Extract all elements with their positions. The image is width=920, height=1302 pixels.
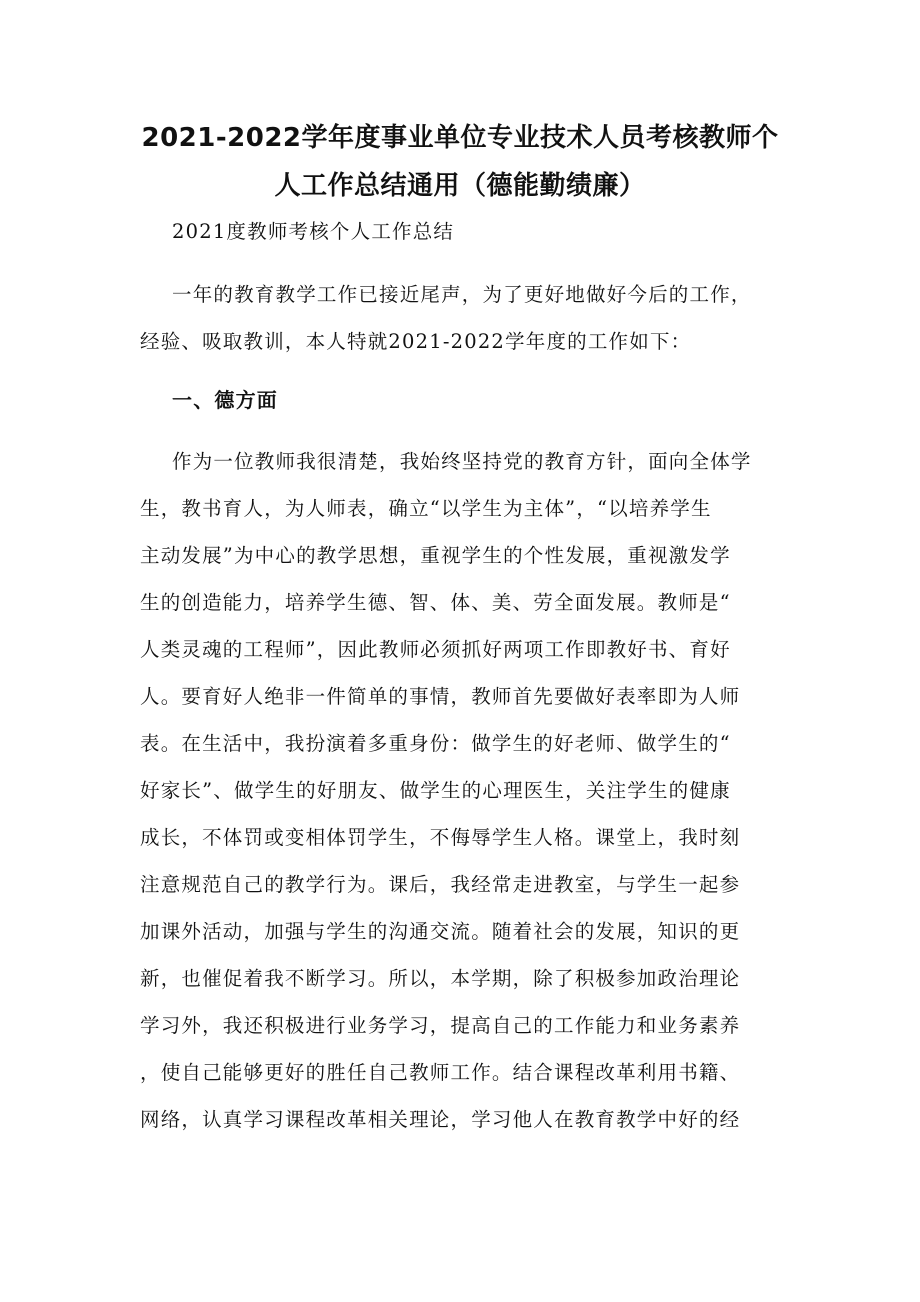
body-line: ，使自己能够更好的胜任自己教师工作。结合课程改革利用书籍、 <box>140 1061 741 1084</box>
body-line: 成长，不体罚或变相体罚学生，不侮辱学生人格。课堂上，我时刻 <box>140 826 741 849</box>
document-title-line-1: 2021-2022学年度事业单位专业技术人员考核教师个 <box>141 123 779 153</box>
body-line: 人类灵魂的工程师”，因此教师必须抓好两项工作即教好书、育好 <box>140 638 731 661</box>
intro-line: 一年的教育教学工作已接近尾声，为了更好地做好今后的工作， <box>172 283 752 306</box>
document-subtitle: 2021度教师考核个人工作总结 <box>172 220 455 243</box>
body-line: 注意规范自己的教学行为。课后，我经常走进教室，与学生一起参 <box>140 873 741 896</box>
section-heading: 一、德方面 <box>172 388 278 412</box>
body-line: 人。要育好人绝非一件简单的事情，教师首先要做好表率即为人师 <box>140 685 741 708</box>
body-line: 学习外，我还积极进行业务学习，提高自己的工作能力和业务素养 <box>140 1014 741 1037</box>
body-line: 新，也催促着我不断学习。所以，本学期，除了积极参加政治理论 <box>140 967 741 990</box>
body-line: 加课外活动，加强与学生的沟通交流。随着社会的发展，知识的更 <box>140 920 741 943</box>
body-line: 网络，认真学习课程改革相关理论，学习他人在教育教学中好的经 <box>140 1108 741 1131</box>
body-line: 主动发展”为中心的教学思想，重视学生的个性发展，重视激发学 <box>140 544 731 567</box>
intro-line: 经验、吸取教训，本人特就2021-2022学年度的工作如下： <box>140 330 692 353</box>
body-line: 生，教书育人，为人师表，确立“以学生为主体”，“以培养学生 <box>140 497 712 520</box>
body-line: 作为一位教师我很清楚，我始终坚持党的教育方针，面向全体学 <box>172 450 752 473</box>
body-line: 生的创造能力，培养学生德、智、体、美、劳全面发展。教师是“ <box>140 591 731 614</box>
body-line: 表。在生活中，我扮演着多重身份：做学生的好老师、做学生的“ <box>140 732 731 755</box>
body-line: 好家长”、做学生的好朋友、做学生的心理医生，关注学生的健康 <box>140 779 731 802</box>
document-title-line-2: 人工作总结通用（德能勤绩廉） <box>274 171 646 201</box>
